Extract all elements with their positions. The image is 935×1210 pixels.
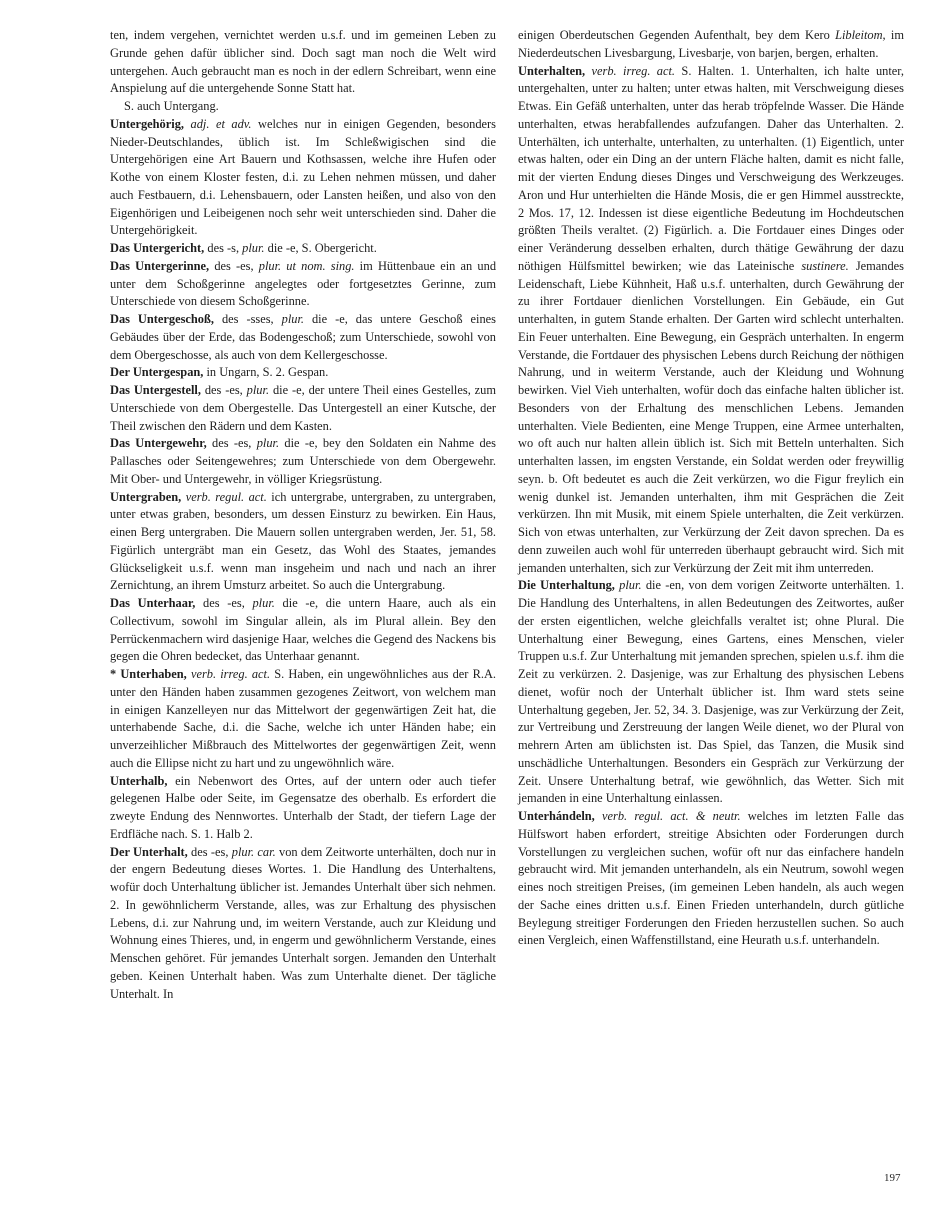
right-column <box>518 27 904 950</box>
grammar-note: plur. <box>256 436 280 451</box>
definition: S. Haben, ein ungewöhnliches aus der R.A. unter den Händen haben zusammen gezogenes Zeitwort, von welchem man in einigen Kanzelleyen nur das Mittelwort der gegenwärtigen Zeit hat, die unterhabende Sache, d.i. die Sache, welche ich unter Händen habe; ein unverzeihlicher Mißbrauch des Mittelwortes der gegenwärtigen Zeit, wenn auch die Ellipse nicht zu hart und zu ungewöhnlich wäre. <box>110 667 497 770</box>
headword: Untergraben, <box>110 489 182 504</box>
entry-unterhaben <box>110 666 496 773</box>
headword: Das Unterhaar, <box>110 596 196 610</box>
entry-untergespan <box>110 364 496 382</box>
grammar-note: verb. irreg. act. <box>190 667 271 681</box>
definition: S. Halten. 1. Unterhalten, ich halte unter, untergehalten, unter zu halten; unter etwas halten, mit Verschweigung dieses Etwas. Ein Gefäß unterhalten, unter das herab tröpfelnde Wasser. Die Hände unterhalten, etwas herabfallendes aufzufangen. Daher das Unterhalten. 2. Unterhälten, ich unterhalte, unterhalten, zu unterhalten. (1) Eigentlich, unter etwas halten, oder ein Ding an der untern Fläche halten, damit es nicht falle, mit der vierten Endung dieses Dinges und Verschweigung des Werkzeuges. Aron und Hur unterhielten die Hände Mosis, die er gen Himmel ausstreckte, 2 Mos. 17, 12. Indessen ist diese eigentliche Bedeutung im Hochdeutschen größten Theils veraltet. (2) Figürlich. a. Die Fortdauer eines Dinges oder einer Veränderung desselben erhalten, durch thätige Gewährung der dazu nöthigen Hülfsmittel bewirken; wie das Lateinische <box>518 63 905 273</box>
definition: von dem Zeitworte unterhälten, doch nur in der engern Bedeutung dieses Wortes. 1. Die Handlung des Unterhaltens, wofür doch Unterhaltung üblicher ist. Jemandes Unterhalt über sich nehmen. 2. In gewöhnlicherm Verstande, alles, was zur Erhaltung des physischen Lebens, d.i. zur Nahrung und, im weitern Verstande, auch zur Kleidung und Wohnung eines Thieres, und, in engerm und gewöhnlicherm Verstande, eines Menschen gehöret. Für jemandes Unterhalt sorgen. Jemanden den Unterhalt geben. Keinen Unterhalt haben. Was zum Unterhalte dienet. Der tägliche Unterhalt. In <box>110 844 497 1001</box>
definition: die -e, bey den Soldaten ein Nahme des Pallasches oder Seitengewehres; zum Unterschiede von dem Obergewehr. Mit Ober- und Untergewehr, in völliger Kriegsrüstung. <box>110 436 496 486</box>
grammar-note: adj. et adv. <box>190 116 252 131</box>
entry-untergraben <box>110 489 496 596</box>
headword: Untergehörig, <box>110 116 184 131</box>
entry-unterhaar: Das Unterhaar, des -es, plur. die -e, die untern Haare, auch als ein Collectivum, sowohl im Singular allein, als im Plural allein. Bey den Perrückenmachern wird dasjenige Haar, welches die Gegend des Nackens bis gegen die Ohren bedecket, das Unterhaar genannt. <box>110 596 496 664</box>
headword: Das Untergestell, <box>110 383 201 397</box>
headword: * Unterhaben, <box>110 667 187 681</box>
grammar-note: verb. irreg. act. <box>591 63 676 78</box>
definition: ein Nebenwort des Ortes, auf der untern oder auch tiefer gelegenen Halbe oder Seite, im Gegensatze des oberhalb. Es erfordert die zweyte Endung des Nennwortes. Unterhalb der Stadt, der tiefern Lage der Erdfläche nach. S. 1. Halb 2. <box>110 773 496 841</box>
grammar-note: verb. regul. act. <box>185 489 267 504</box>
grammar-note: plur. <box>619 578 642 593</box>
grammar-note: plur. <box>252 596 275 610</box>
left-column <box>110 27 496 1003</box>
definition: welches nur in einigen Gegenden, besonders Nieder-Deutschlandes, üblich ist. Im Schleßwigischen sind die Untergehörigen eine Art Bauern und Kothsassen, welche ihre Hufen oder Kothe von einem Kloster festen, d.i. zu Lehen nehmen müssen, und daher auch Festbauern, d.i. Lehensbauern, oder Lansten heißen, und also von den Eigenhörigen und Leibeigenen noch sehr weit unterschieden sind. Daher die Untergehörigkeit. <box>110 116 497 238</box>
grammar-note: plur. <box>242 241 265 255</box>
grammar-note: plur. <box>281 312 305 326</box>
latin-term: sustinere. <box>801 258 849 273</box>
grammar-note: plur. <box>246 383 270 397</box>
entry-untergehoerig <box>110 116 496 240</box>
entry-continuation: ten, indem vergehen, vernichtet werden u.s.f. und im gemeinen Leben zu Grunde gehen dafür üblicher sind. Doch sagt man noch die Welt wird untergehen. Auch gebraucht man es noch in der edlern Schreibart, wenn eine Anspielung auf die untergehende Sonne Statt hat. <box>110 28 496 96</box>
entry-unterhaltung <box>518 577 904 808</box>
definition: ich untergrabe, untergraben, zu untergraben, unter etwas graben, besonders, um dessen Einsturz zu bewirken. Ein Haus, einen Berg untergraben. Die Mauern sollen untergraben werden, Jer. 51, 58. Figürlich untergräbt man ein Gesetz, das Wohl des Staates, jemandes Glückseligkeit u.s.f. wenn man insgeheim und nach und nach an ihrer Zernichtung, an ihrem Umsturz arbeitet. So auch die Untergrabung. <box>110 489 496 593</box>
headword: Unterhándeln, <box>518 809 595 823</box>
entry-unterhalten <box>518 63 904 578</box>
grammar-note: plur. ut nom. sing. <box>258 258 355 273</box>
headword: Das Untergericht, <box>110 241 205 255</box>
definition-continued: Jemandes Leidenschaft, Liebe Kühnheit, Haß u.s.f. unterhalten, durch Gewährung der zu ihrer Fortdauer dienlichen Vorstellungen. Ein Gebäude, ein Gut unterhalten, in gutem Stande erhalten. Der Garten wird schlecht unterhalten. Ein Feuer unterhalten. Eine Bewegung, ein Gespräch unterhalten. In engerm Verstande, die Fortdauer des physischen Lebens durch Reichung der nöthigen Nahrung, und in weiterm Verstande, auch der Kleidung und Wohnung bewirken. Viel Vieh unterhalten, wofür doch das einfache halten üblicher ist. Besonders von der Erhaltung des menschlichen Lebens. Jemanden unterhalten. Viele Bedienten, eine Menge Truppen, eine Armee unterhalten, wo oft auch nur halten allein üblich ist. Sich mit Betteln unterhalten. Sich unterhalten lassen, im engsten Verstande, ein Soldat werden oder freywillig seyn. b. Oft bedeutet es auch die Zeit verkürzen, wo die Figur freylich ein wenig dunkel ist. Jemanden unterhalten, ihm mit Gesprächen die Zeit verkürzen. Ihn mit Musik, mit einem Spiele unterhalten, die Zeit verkürzen. Sich von etwas unterhalten, zur Verkürzung der Zeit davon sprechen. Da es denn zuweilen auch wohl für unterreden überhaupt gebraucht wird. Sich mit jemanden unterhalten, sich zur Verkürzung der Zeit mit ihm unterreden. <box>518 258 904 575</box>
grammar-note: verb. regul. act. & neutr. <box>602 809 741 823</box>
headword: Das Untergewehr, <box>110 436 207 451</box>
entry-untergerinne: Das Untergerinne, des -es, plur. ut nom. sing. im Hüttenbaue ein an und unter dem Schoßgerinne angelegtes oder fortgesetztes Gerinne, zum Unterschiede von diesem Schoßgerinne. <box>110 258 497 309</box>
entry-untergericht: Das Untergericht, des -s, plur. die -e, S. Obergericht. <box>110 241 377 255</box>
entry-unterhalt: Der Unterhalt, des -es, plur. car. von dem Zeitworte unterhälten, doch nur in der engern Bedeutung dieses Wortes. 1. Die Handlung des Unterhaltens, wofür doch Unterhaltung üblicher ist. Jemandes Unterhalt über sich nehmen. 2. In gewöhnlicherm Verstande, alles, was zur Erhaltung des physischen Lebens, d.i. zur Nahrung und, im weitern Verstande, auch zur Kleidung und Wohnung eines Thieres, und, in engerm und gewöhnlicherm Verstande, eines Menschen gehöret. Für jemandes Unterhalt sorgen. Jemanden den Unterhalt geben. Keinen Unterhalt haben. Was zum Unterhalte dienet. Der tägliche Unterhalt. In <box>110 844 497 1001</box>
headword: Das Untergerinne, <box>110 258 210 273</box>
definition: die -e, S. Obergericht. <box>264 241 377 255</box>
definition: die -e, das untere Geschoß eines Gebäudes über der Erde, das Bodengeschoß; zum Unterschiede, sowohl von dem Obergeschosse, als auch von dem Kellergeschosse. <box>110 312 496 362</box>
definition: die -e, der untere Theil eines Gestelles, zum Unterschiede von dem Obergestelle. Das Untergestell an einer Kutsche, der Theil zwischen den Rädern und dem Kasten. <box>110 383 497 433</box>
headword: Unterhalten, <box>518 63 586 78</box>
headword: Unterhalb, <box>110 773 168 788</box>
definition: die -e, die untern Haare, auch als ein Collectivum, sowohl im Singular allein, als im Plural allein. Bey den Perrückenmachern wird dasjenige Haar, welches die Gegend des Nackens bis gegen die Ohren bedecket, das Unterhaar genannt. <box>110 596 496 664</box>
cross-reference: S. auch Untergang. <box>124 99 219 113</box>
entry-continuation: einigen Oberdeutschen Gegenden Aufenthalt, bey dem Kero Libleitom, im Niederdeutschen Livesbargung, Livesbarje, von barjen, bergen, erhalten. <box>518 28 904 60</box>
page-number: 197 <box>884 1172 901 1184</box>
definition: im Hüttenbaue ein an und unter dem Schoßgerinne angelegtes oder fortgesetztes Gerinne, zum Unterschiede von diesem Schoßgerinne. <box>110 258 497 309</box>
entry-untergewehr: Das Untergewehr, des -es, plur. die -e, bey den Soldaten ein Nahme des Pallasches oder Seitengewehres; zum Unterschiede von dem Obergewehr. Mit Ober- und Untergewehr, in völliger Kriegsrüstung. <box>110 436 496 486</box>
definition: in Ungarn, S. 2. Gespan. <box>203 365 329 380</box>
headword: Der Unterhalt, <box>110 844 188 859</box>
headword: Die Unterhaltung, <box>518 578 615 593</box>
entry-untergestell: Das Untergestell, des -es, plur. die -e, der untere Theil eines Gestelles, zum Unterschiede von dem Obergestelle. Das Untergestell an einer Kutsche, der Theil zwischen den Rädern und dem Kasten. <box>110 383 497 433</box>
entry-untergeschoss: Das Untergeschoß, des -sses, plur. die -e, das untere Geschoß eines Gebäudes über der Erde, das Bodengeschoß; zum Unterschiede, sowohl von dem Obergeschosse, als auch von dem Kellergeschosse. <box>110 312 496 362</box>
definition: die -en, von dem vorigen Zeitworte unterhälten. 1. Die Handlung des Unterhaltens, in allen Bedeutungen des Zeitwortes, außer der ersten eigentlichen, welche gleichfalls veraltet ist; ohne Plural. Die Unterhaltung einer Bewegung, eines Gartens, eines Menschen, vieler Truppen u.s.f. Zur Unterhaltung mit jemanden sprechen, spielen u.s.f. ihm die Zeit zu verkürzen. 2. Dasjenige, was zur Erhaltung des physischen Lebens dienet, wofür noch der Unterhalt üblicher ist. Ihm ward stets seine Unterhaltung gegeben, Jer. 52, 34. 3. Dasjenige, was zur Verkürzung der Zeit, zur Vertreibung und Zerstreuung der langen Weile dienet, wo der Plural von mehrern Arten am üblichsten ist. Das Spiel, das Tanzen, die Musik sind unschädliche Unterhaltungen. Besonders ein Gespräch zur Verkürzung der Zeit. Unsere Unterhaltung betraf, wie gewöhnlich, das Wetter. Sich mit jemanden in eine Unterhaltung einlassen. <box>518 578 904 806</box>
grammar-note: plur. car. <box>231 844 276 859</box>
headword: Der Untergespan, <box>110 365 204 380</box>
headword: Das Untergeschoß, <box>110 312 214 326</box>
definition: welches im letzten Falle das Hülfswort haben erfordert, streitige Absichten oder Forderungen durch Vorstellungen zu vergleichen suchen, wofür oft nur das einfachere handeln gebraucht wird. Mit jemanden unterhandeln, als ein Neutrum, sowohl wegen eines noch streitigen Preises, (im gemeinen Leben handeln, als auch wegen der Sache eines dritten u.s.f. Einen Frieden unterhandeln, durch gütliche Beylegung streitiger Forderungen den Frieden herzustellen suchen. So auch einen Vergleich, einen Waffenstillstand, eine Heurath u.s.f. unterhandeln. <box>518 809 904 948</box>
entry-unterhandeln <box>518 808 904 950</box>
entry-unterhalb <box>110 773 496 844</box>
